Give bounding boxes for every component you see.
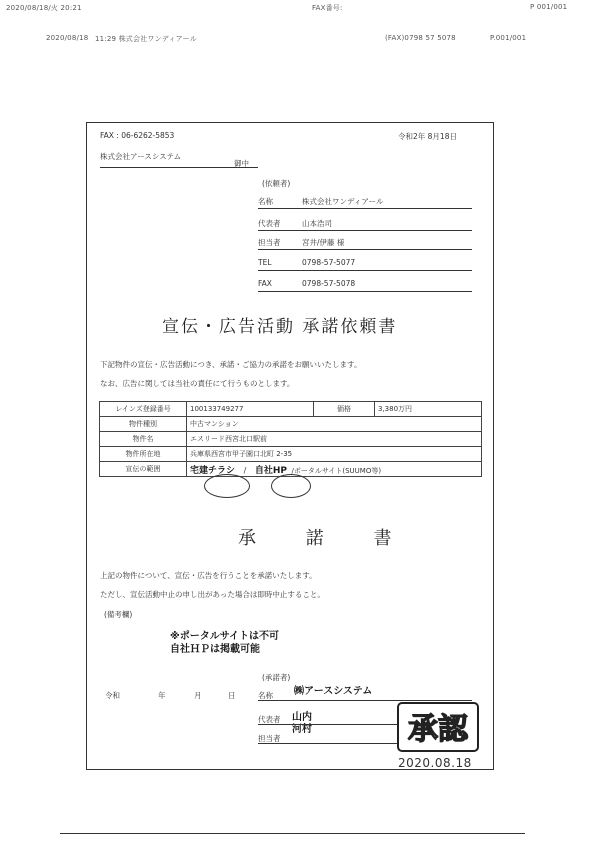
table-row [100, 447, 482, 462]
requester-label-tel: TEL [258, 258, 272, 267]
bottom-divider [60, 833, 525, 834]
requester-value-contact: 宮井/伊藤 様 [302, 238, 345, 247]
table-label: 物件名 [100, 432, 187, 447]
requester-line-4 [258, 270, 472, 271]
recipient-suffix: 御中 [234, 159, 249, 168]
doc-date: 令和2年 8月18日 [398, 132, 457, 141]
approver-value-name: ㈱アースシステム [294, 686, 373, 697]
approval-stamp [396, 701, 480, 753]
requester-label-name: 名称 [258, 197, 273, 206]
fax-sender-number: (FAX)0798 57 5078 [385, 34, 456, 42]
scope-rest: /ポータルサイト(SUUMO等) [291, 466, 382, 475]
requester-line-3 [258, 249, 472, 250]
consent-title: 承 諾 書 [238, 528, 414, 549]
approver-label-contact: 担当者 [258, 734, 281, 743]
requester-label-fax: FAX [258, 279, 272, 288]
fax-page-2: P.001/001 [490, 34, 527, 42]
date-month: 月 [194, 691, 202, 700]
consent-line-2: ただし、宣伝活動中止の申し出があった場合は即時中止すること。 [100, 590, 325, 599]
table-value: 3,380万円 [375, 402, 482, 417]
table-label: 宣伝の範囲 [100, 462, 187, 477]
property-table [99, 401, 482, 477]
stamp-date: 2020.08.18 [398, 756, 472, 770]
fax-page: P 001/001 [530, 3, 568, 11]
table-label: 価格 [314, 402, 375, 417]
requester-line-1 [258, 208, 472, 209]
requester-label-contact: 担当者 [258, 238, 281, 247]
table-row [100, 432, 482, 447]
note-handwritten-2: 自社ＨＰは掲載可能 [170, 644, 260, 655]
fax-number-label: FAX番号: [312, 4, 343, 12]
table-value: 兵庫県西宮市甲子園口北町 2-35 [187, 447, 482, 462]
table-row [100, 402, 482, 417]
doc-title: 宣伝・広告活動 承諾依頼書 [162, 317, 398, 337]
fax-sender: 11:29 株式会社ワンディアール [95, 35, 197, 43]
fax-timestamp: 2020/08/18/火 20:21 [6, 4, 82, 12]
doc-fax-number: FAX : 06-6262-5853 [100, 131, 175, 140]
intro-line-2: なお、広告に関しては当社の責任にて行うものとします。 [100, 379, 295, 388]
scope-handwritten-hp: 自社HP [254, 465, 287, 476]
recipient-name: 株式会社アースシステム [100, 152, 182, 161]
intro-line-1: 下記物件の宣伝・広告活動につき、承諾・ご協力の承諾をお願いいたします。 [100, 360, 362, 369]
requester-line-2 [258, 230, 472, 231]
requester-label-rep: 代表者 [258, 219, 281, 228]
fax-date-2: 2020/08/18 [46, 34, 89, 42]
requester-value-tel: 0798-57-5077 [302, 258, 356, 267]
approver-value-contact: 河村 [292, 724, 312, 735]
approver-heading: (承諾者) [262, 673, 291, 682]
scope-handwritten-flyer: 宅建チラシ [190, 465, 236, 476]
date-day: 日 [228, 691, 236, 700]
requester-heading: (依頼者) [262, 179, 291, 188]
note-handwritten-1: ※ポータルサイトは不可 [170, 631, 280, 642]
table-value: エスリード西宮北口駅前 [187, 432, 482, 447]
table-value: 中古マンション [187, 417, 482, 432]
approver-line-3 [258, 743, 398, 744]
table-label: 物件種別 [100, 417, 187, 432]
requester-value-fax: 0798-57-5078 [302, 279, 356, 288]
recipient-underline [100, 167, 258, 168]
approver-line-2 [258, 724, 398, 725]
stamp-text: 承認 [408, 712, 468, 747]
scope-separator: / [243, 465, 247, 475]
approver-label-name: 名称 [258, 691, 273, 700]
table-value: 100133749277 [187, 402, 314, 417]
date-year: 年 [158, 691, 166, 700]
note-label: (備考欄) [104, 610, 133, 619]
requester-value-name: 株式会社ワンディアール [302, 197, 384, 206]
table-label: 物件所在地 [100, 447, 187, 462]
date-era: 令和 [105, 691, 120, 700]
table-label: レインズ登録番号 [100, 402, 187, 417]
requester-value-rep: 山本浩司 [302, 219, 332, 228]
approver-value-rep: 山内 [292, 712, 312, 723]
approver-label-rep: 代表者 [258, 715, 281, 724]
table-row [100, 417, 482, 432]
requester-line-5 [258, 291, 472, 292]
consent-line-1: 上記の物件について、宣伝・広告を行うことを承諾いたします。 [100, 571, 317, 580]
stamp-icon [396, 701, 480, 753]
circle-mark-flyer [204, 474, 250, 498]
circle-mark-hp [271, 474, 311, 498]
